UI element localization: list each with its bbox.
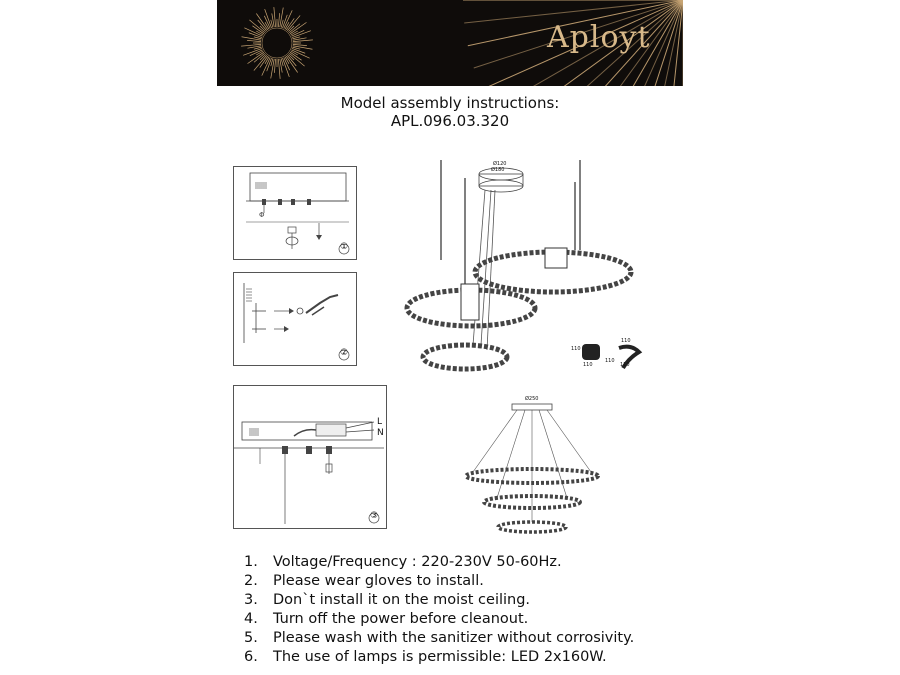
list-item: 5. Please wash with the sanitizer without corrosivity. bbox=[244, 630, 635, 646]
step-2-number: ② bbox=[340, 348, 349, 358]
svg-text:Φ: Φ bbox=[259, 211, 265, 219]
brand-name: Aployt bbox=[547, 20, 651, 55]
list-item: 1. Voltage/Frequency : 220-230V 50-60Hz. bbox=[244, 554, 562, 570]
dimension-module-c: 110 bbox=[621, 338, 631, 344]
dimension-canopy-top: Ø120 bbox=[493, 161, 507, 167]
list-item: 2. Please wear gloves to install. bbox=[244, 573, 484, 589]
chandelier-drawing bbox=[395, 150, 685, 540]
dimension-module-e: 110 bbox=[620, 362, 630, 368]
wiring-diagram bbox=[234, 386, 386, 528]
dimension-lower-canopy: Ø250 bbox=[525, 396, 539, 402]
brand-banner bbox=[217, 0, 683, 86]
step-1-panel bbox=[233, 166, 357, 260]
document-title: Model assembly instructions: bbox=[340, 94, 560, 112]
neutral-wire-label: N bbox=[377, 428, 384, 438]
model-number: APL.096.03.320 bbox=[390, 112, 510, 130]
safety-notes-list bbox=[244, 553, 634, 667]
step-1-number: ① bbox=[340, 242, 349, 252]
list-item: 3. Don`t install it on the moist ceiling. bbox=[244, 592, 531, 608]
dimension-module-a: 110 bbox=[571, 346, 581, 352]
step-2-panel bbox=[233, 272, 357, 366]
dimension-module-d: 110 bbox=[605, 358, 615, 364]
chandelier-illustration bbox=[395, 150, 685, 540]
list-item: 4. Turn off the power before cleanout. bbox=[244, 611, 529, 627]
canopy-fix-diagram bbox=[234, 273, 356, 365]
dimension-canopy-bottom: Ø180 bbox=[491, 167, 505, 173]
dimension-module-b: 110 bbox=[583, 362, 593, 368]
ceiling-mount-diagram bbox=[234, 167, 356, 259]
list-item: 6. The use of lamps is permissible: LED 2x160W. bbox=[244, 649, 607, 665]
step-3-number: ③ bbox=[370, 511, 379, 521]
live-wire-label: L bbox=[377, 417, 383, 427]
step-3-panel bbox=[233, 385, 387, 529]
